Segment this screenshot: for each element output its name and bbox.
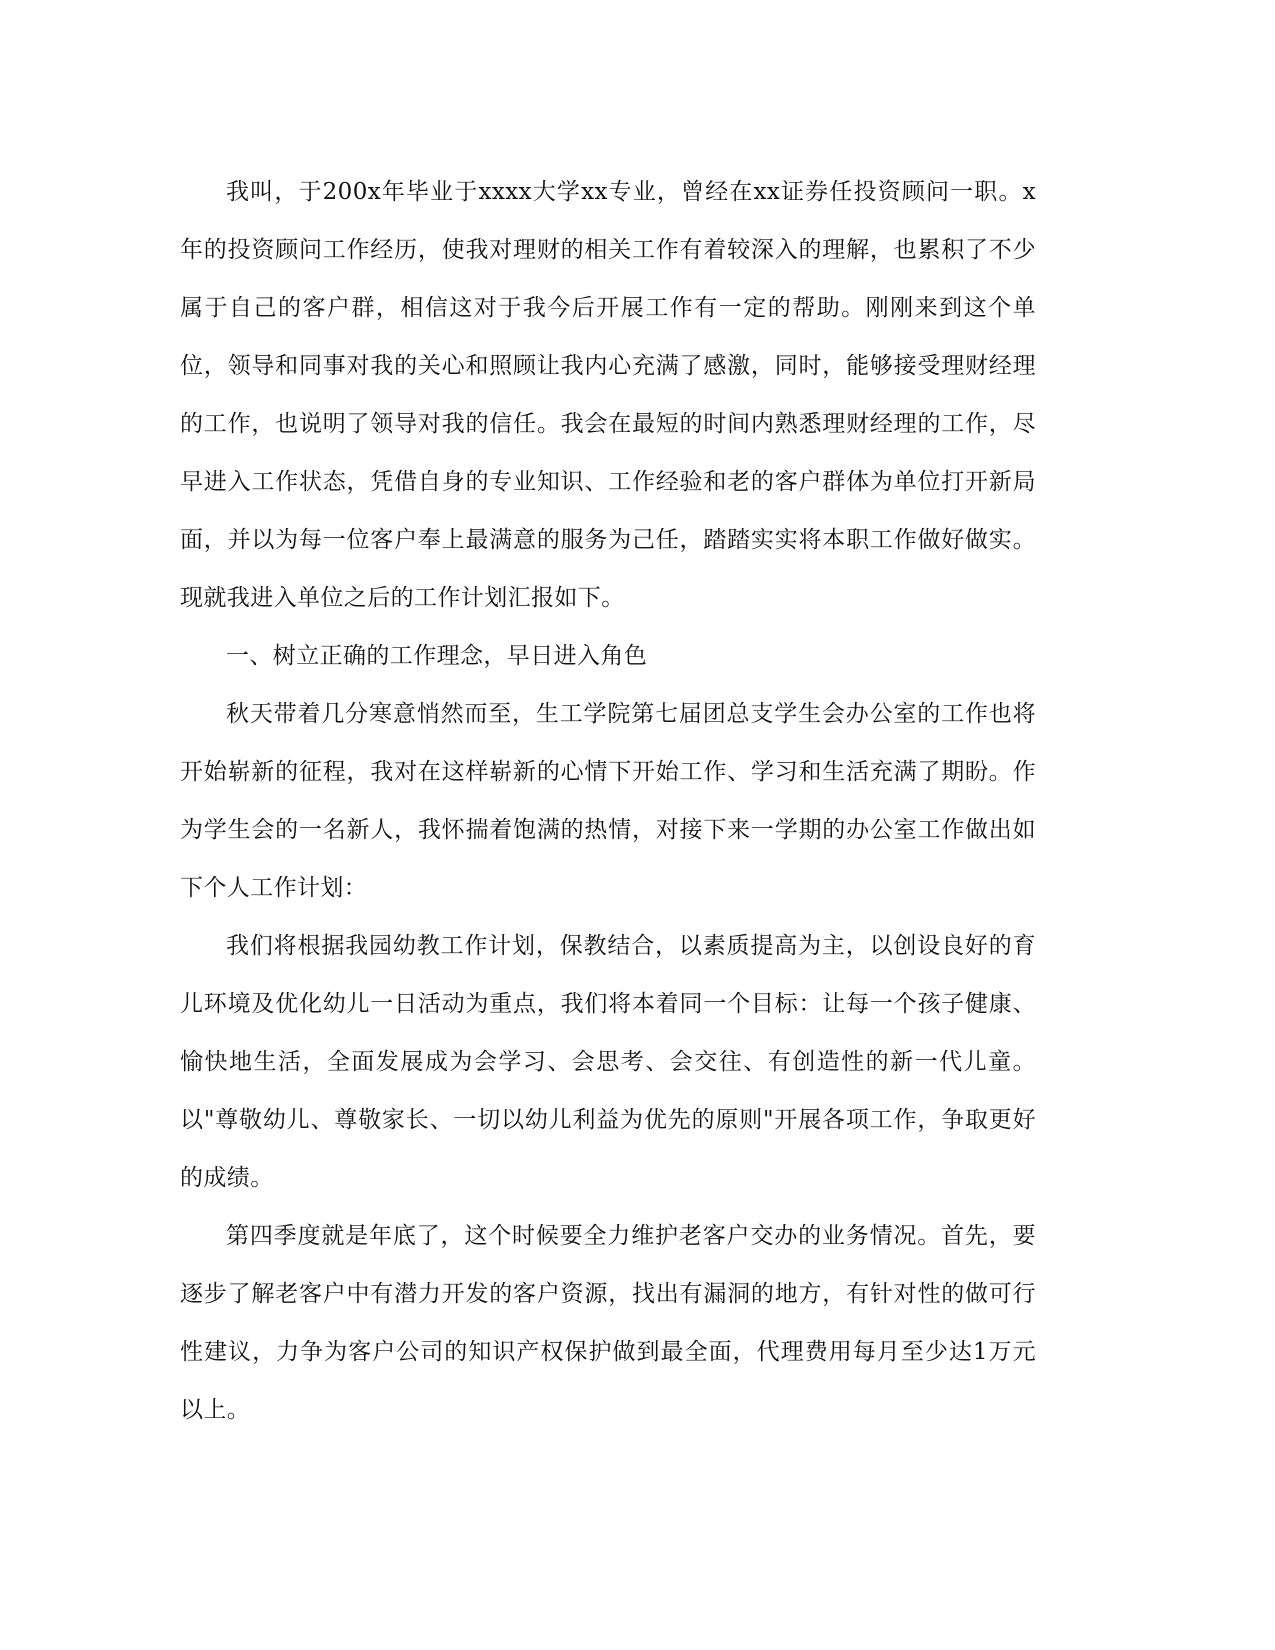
section-heading: 一、树立正确的工作理念，早日进入角色 xyxy=(226,643,648,669)
paragraph-fourth-quarter: 第四季度就是年底了，这个时候要全力维护老客户交办的业务情况。首先，要逐步了解老客户中有潜力开发的客户资源，找出有漏洞的地方，有针对性的做可行性建议，力争为客户公司的知识产权保护做到最全面，代理费用每月至少达1万元以上。 xyxy=(180,1223,1036,1423)
paragraph-intro: 我叫，于200x年毕业于xxxx大学xx专业，曾经在xx证券任投资顾问一职。x年的投资顾问工作经历，使我对理财的相关工作有着较深入的理解，也累积了不少属于自己的客户群，相信这对于我今后开展工作有一定的帮助。刚刚来到这个单位，领导和同事对我的关心和照顾让我内心充满了感激，同时，能够接受理财经理的工作，也说明了领导对我的信任。我会在最短的时间内熟悉理财经理的工作，尽早进入工作状态，凭借自身的专业知识、工作经验和老的客户群体为单位打开新局面，并以为每一位客户奉上最满意的服务为己任，踏踏实实将本职工作做好做实。现就我进入单位之后的工作计划汇报如下。 xyxy=(180,179,1036,611)
paragraph-student-union: 秋天带着几分寒意悄然而至，生工学院第七届团总支学生会办公室的工作也将开始崭新的征程，我对在这样崭新的心情下开始工作、学习和生活充满了期盼。作为学生会的一名新人，我怀揣着饱满的热情，对接下来一学期的办公室工作做出如下个人工作计划： xyxy=(180,701,1036,901)
document-body xyxy=(180,163,1036,1439)
paragraph-kindergarten: 我们将根据我园幼教工作计划，保教结合，以素质提高为主，以创设良好的育儿环境及优化幼儿一日活动为重点，我们将本着同一个目标：让每一个孩子健康、愉快地生活，全面发展成为会学习、会思考、会交往、有创造性的新一代儿童。以"尊敬幼儿、尊敬家长、一切以幼儿利益为优先的原则"开展各项工作，争取更好的成绩。 xyxy=(180,933,1036,1191)
